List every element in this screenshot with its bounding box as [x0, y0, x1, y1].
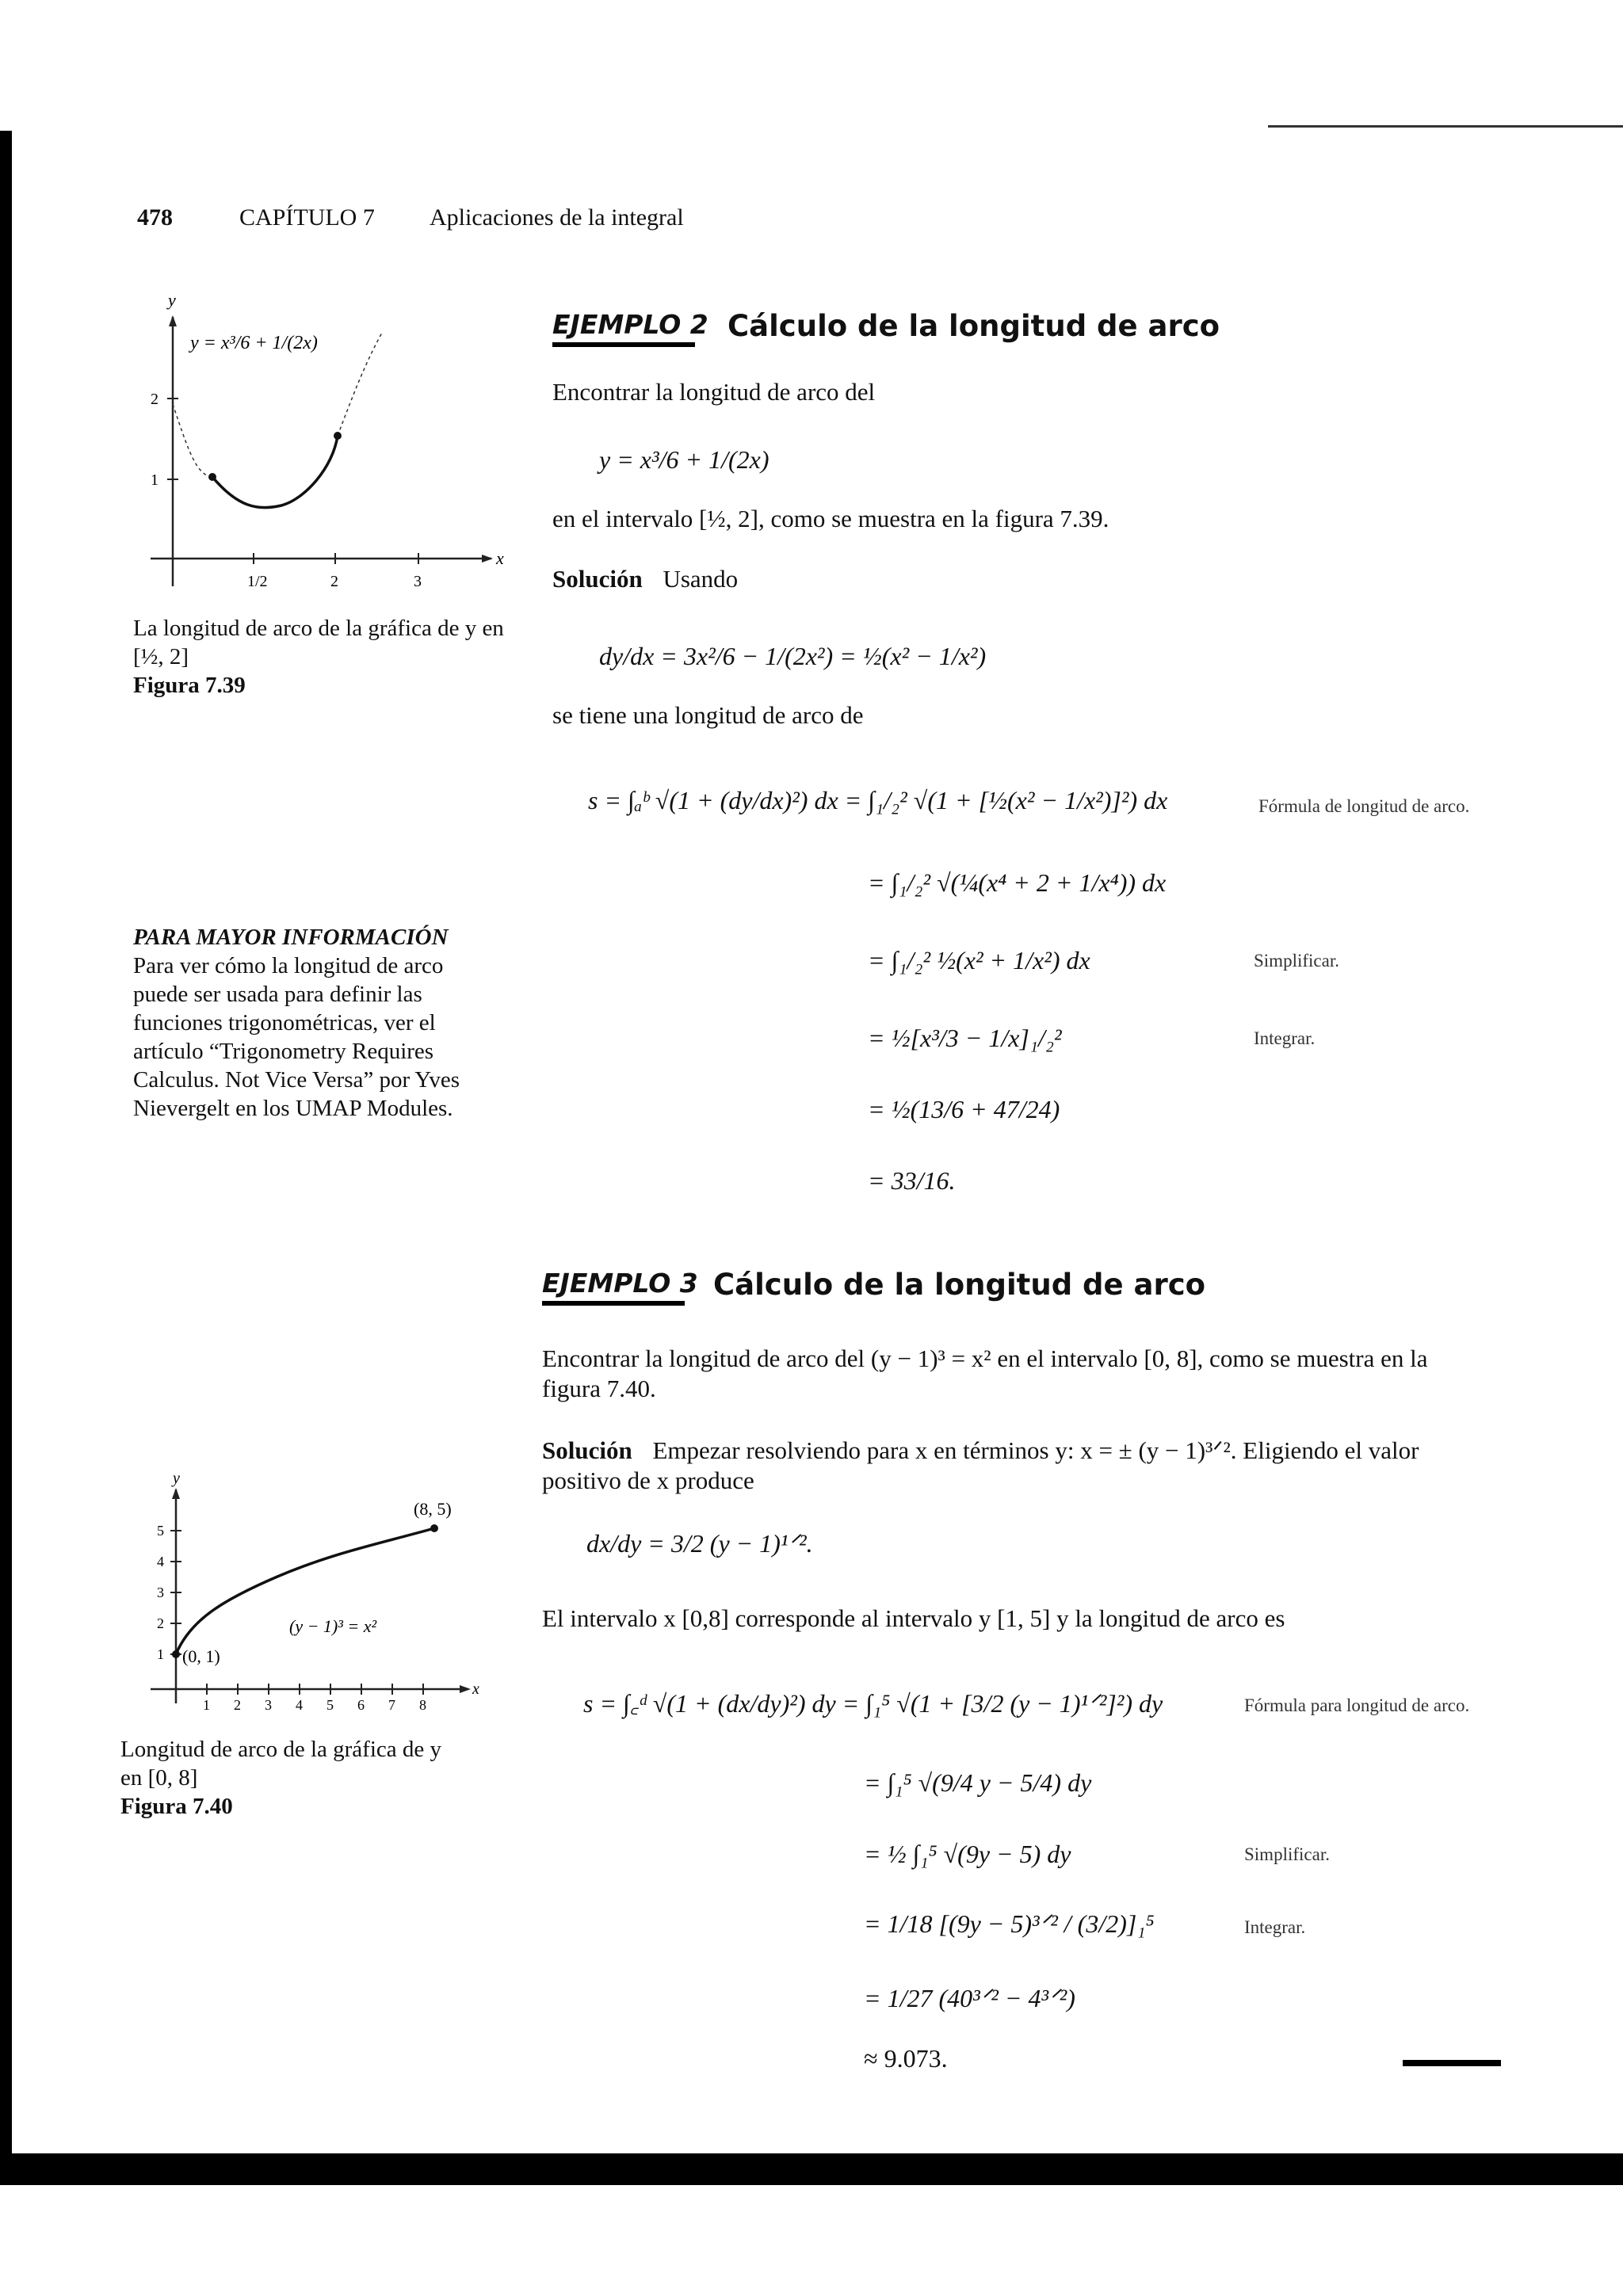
solution-text: Empezar resolviendo para x en términos y: x = ± (y − 1)³ᐟ². Eligiendo el valor [652, 1436, 1419, 1464]
x-tick-label: 7 [388, 1697, 395, 1711]
figure-7-40-caption [120, 1735, 441, 1821]
y-axis-arrow [169, 315, 177, 326]
figure-title: Figura 7.39 [133, 673, 246, 698]
example-3-step: = 1/18 [(9y − 5)³ᐟ² / (3/2)]₁⁵ [864, 1909, 1155, 1938]
example-2-underline [552, 342, 695, 347]
step-note: Integrar. [1244, 1917, 1306, 1937]
end-of-example-rule [1403, 2060, 1501, 2066]
example-2-step: = 33/16. [868, 1166, 956, 1195]
example-2-arc-intro: se tiene una longitud de arco de [552, 701, 864, 729]
intro-line: Encontrar la longitud de arco del (y − 1)³ = x² en el intervalo [0, 8], como se muestra en la [542, 1344, 1428, 1372]
y-tick-label: 2 [157, 1615, 164, 1631]
x-axis-arrow [482, 555, 493, 563]
side-note-line: Calculus. Not Vice Versa” por Yves [133, 1067, 460, 1093]
arc-start-point [172, 1650, 180, 1658]
chapter-label: CAPÍTULO 7 [239, 204, 375, 231]
x-tick-label: 6 [357, 1697, 365, 1711]
x-axis-label: x [496, 548, 504, 568]
curve-equation: y = x³/6 + 1/(2x) [190, 333, 318, 353]
x-tick-label: 4 [296, 1697, 303, 1711]
example-2-step: = ½[x³/3 − 1/x]₁/₂² [868, 1024, 1062, 1052]
step-note: Simplificar. [1244, 1844, 1330, 1864]
chapter-title: Aplicaciones de la integral [430, 204, 684, 231]
x-tick-label: 3 [265, 1697, 272, 1711]
curve-dashed-right [338, 333, 382, 436]
y-tick-label: 5 [157, 1523, 164, 1539]
arc-start-point [208, 473, 216, 481]
caption-line: Longitud de arco de la gráfica de y [120, 1737, 442, 1762]
step-note: Fórmula de longitud de arco. [1258, 796, 1470, 816]
end-point-label: (8, 5) [414, 1499, 452, 1519]
solution-text: positivo de x produce [542, 1466, 754, 1494]
example-3-title: Cálculo de la longitud de arco [713, 1268, 1206, 1302]
step-note: Integrar. [1254, 1028, 1316, 1048]
x-tick-label: 5 [327, 1697, 334, 1711]
example-3-intro [542, 1344, 1428, 1404]
y-tick-label: 1 [157, 1646, 164, 1662]
x-tick-label: 2 [234, 1697, 241, 1711]
example-3-step: ≈ 9.073. [864, 2044, 948, 2073]
figure-7-39-caption [133, 614, 504, 700]
y-axis-arrow [172, 1488, 180, 1499]
start-point-label: (0, 1) [182, 1646, 220, 1666]
scan-top-rule [1268, 125, 1623, 128]
x-tick-label: 2 [330, 573, 338, 590]
solution-text: Usando [663, 565, 739, 593]
example-3-step: = ½ ∫₁⁵ √(9y − 5) dy [864, 1840, 1071, 1868]
caption-line: La longitud de arco de la gráfica de y en [133, 616, 504, 641]
example-3-derivative: dx/dy = 3/2 (y − 1)¹ᐟ². [586, 1529, 813, 1558]
x-axis-arrow [460, 1685, 471, 1693]
curve-dashed-left [173, 404, 212, 477]
example-2-step: s = ∫ₐᵇ √(1 + (dy/dx)²) dx = ∫₁/₂² √(1 + [½(x² − 1/x²)]²) dx [588, 786, 1168, 814]
example-3-underline [542, 1301, 685, 1306]
side-note-line: Para ver cómo la longitud de arco [133, 953, 444, 978]
example-3-step: s = ∫꜀ᵈ √(1 + (dx/dy)²) dy = ∫₁⁵ √(1 + [3/2 (y − 1)¹ᐟ²]²) dy [583, 1689, 1163, 1718]
example-2-derivative: dy/dx = 3x²/6 − 1/(2x²) = ½(x² − 1/x²) [599, 642, 987, 670]
example-3-step: = 1/27 (40³ᐟ² − 4³ᐟ²) [864, 1984, 1075, 2012]
arc-solid [212, 436, 338, 508]
example-2-solution [552, 564, 738, 594]
example-3-interval: El intervalo x [0,8] corresponde al intervalo y [1, 5] y la longitud de arco es [542, 1604, 1285, 1632]
side-note-line: puede ser usada para definir las [133, 982, 422, 1007]
scan-border-left [0, 131, 12, 2171]
example-3-solution [542, 1436, 1419, 1496]
x-tick-label: 8 [419, 1697, 426, 1711]
y-axis-label: y [168, 293, 176, 310]
curve-equation: (y − 1)³ = x² [289, 1616, 377, 1636]
example-2-title: Cálculo de la longitud de arco [727, 309, 1220, 343]
example-3-step: = ∫₁⁵ √(9/4 y − 5/4) dy [864, 1768, 1092, 1797]
x-axis-label: x [472, 1680, 479, 1698]
example-2-function: y = x³/6 + 1/(2x) [599, 445, 769, 474]
y-tick-label: 1 [151, 471, 158, 489]
figure-7-39-graph [127, 293, 523, 594]
intro-line: figura 7.40. [542, 1375, 656, 1402]
solution-label: Solución [542, 1436, 632, 1464]
figure-7-40-graph [135, 1474, 499, 1711]
arc-end-point [334, 432, 342, 440]
y-tick-label: 2 [151, 391, 158, 408]
scan-border-bottom [0, 2153, 1623, 2185]
side-note-line: Nievergelt en los UMAP Modules. [133, 1096, 453, 1121]
side-note [133, 923, 460, 1123]
caption-line: [½, 2] [133, 644, 189, 669]
y-tick-label: 3 [157, 1585, 164, 1600]
y-axis-label: y [173, 1474, 180, 1487]
y-tick-label: 4 [157, 1554, 164, 1569]
example-2-step: = ½(13/6 + 47/24) [868, 1095, 1060, 1123]
example-2-intro: Encontrar la longitud de arco del [552, 378, 876, 406]
side-note-title: PARA MAYOR INFORMACIÓN [133, 925, 449, 950]
figure-title: Figura 7.40 [120, 1794, 233, 1819]
example-2-step: = ∫₁/₂² ½(x² + 1/x²) dx [868, 946, 1090, 974]
example-3-label: EJEMPLO 3 [542, 1268, 698, 1299]
side-note-line: funciones trigonométricas, ver el [133, 1010, 436, 1035]
example-2-interval: en el intervalo [½, 2], como se muestra en la figura 7.39. [552, 505, 1109, 532]
arc-end-point [430, 1524, 438, 1532]
example-2-label: EJEMPLO 2 [552, 309, 708, 340]
step-note: Simplificar. [1254, 951, 1339, 971]
x-tick-label: 1/2 [247, 573, 268, 590]
x-tick-label: 3 [414, 573, 422, 590]
solution-label: Solución [552, 565, 643, 593]
x-tick-label: 1 [203, 1697, 210, 1711]
page-number: 478 [137, 204, 173, 231]
example-2-step: = ∫₁/₂² √(¼(x⁴ + 2 + 1/x⁴)) dx [868, 868, 1167, 897]
caption-line: en [0, 8] [120, 1765, 198, 1791]
side-note-line: artículo “Trigonometry Requires [133, 1039, 434, 1064]
step-note: Fórmula para longitud de arco. [1244, 1695, 1470, 1715]
